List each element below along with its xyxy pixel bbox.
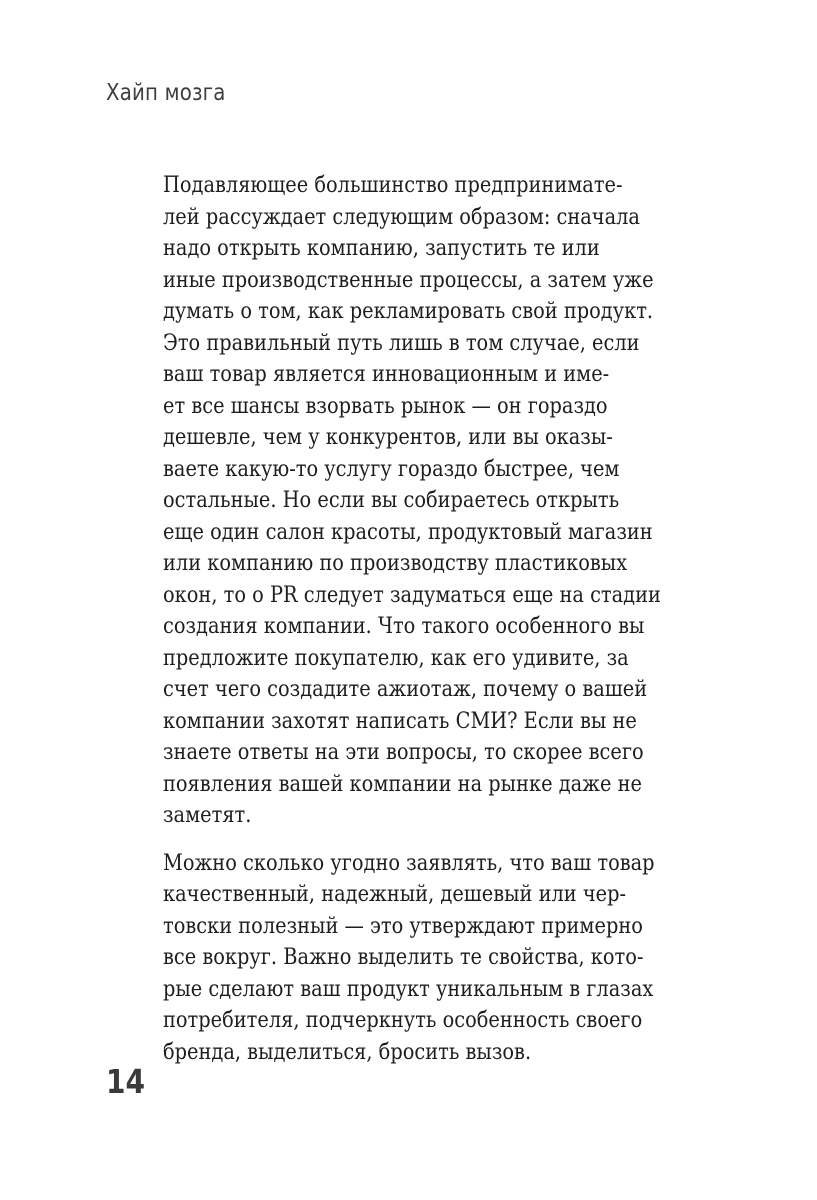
page-number: 14 — [106, 1062, 146, 1101]
text-line: остальные. Но если вы собираетесь открыть — [163, 488, 620, 513]
text-line: Это правильный путь лишь в том случае, если — [163, 330, 640, 356]
text-line: создания компании. Что такого особенного вы — [163, 614, 645, 639]
paragraph-2 — [163, 848, 683, 1069]
running-head: Хайп мозга — [106, 80, 226, 106]
body-text — [163, 170, 683, 1068]
text-line: дешевле, чем у конкурентов, или вы оказы- — [163, 425, 613, 450]
paragraph-1 — [163, 170, 683, 832]
text-line: надо открыть компанию, запустить те или — [163, 236, 600, 261]
text-line: иные производственные процессы, а затем уже — [163, 267, 654, 293]
text-line: Можно сколько угодно заявлять, что ваш товар — [163, 850, 655, 876]
text-line: качественный, надежный, дешевый или чер- — [163, 882, 627, 907]
text-line: думать о том, как рекламировать свой продукт. — [163, 299, 654, 324]
text-line: бренда, выделиться, бросить вызов. — [163, 1039, 532, 1065]
text-line: заметят. — [163, 803, 252, 828]
text-line: все вокруг. Важно выделить те свойства, кото- — [163, 945, 644, 970]
text-line: ваш товар является инновационным и име- — [163, 362, 610, 387]
text-line: знаете ответы на эти вопросы, то скорее всего — [163, 740, 644, 765]
text-line: появления вашей компании на рынке даже не — [163, 771, 642, 797]
text-line: компании захотят написать СМИ? Если вы не — [163, 708, 637, 734]
text-line: еще один салон красоты, продуктовый магазин — [163, 519, 653, 545]
text-line: лей рассуждает следующим образом: сначала — [163, 204, 640, 230]
text-line: счет чего создадите ажиотаж, почему о вашей — [163, 677, 648, 702]
text-line: товски полезный — это утверждают примерно — [163, 913, 643, 939]
text-line: предложите покупателю, как его удивите, за — [163, 645, 629, 671]
text-line: или компанию по производству пластиковых — [163, 551, 628, 576]
text-line: потребителя, подчеркнуть особенность своего — [163, 1008, 643, 1033]
text-line: ваете какую-то услугу гораздо быстрее, чем — [163, 456, 620, 482]
text-line: рые сделают ваш продукт уникальным в глазах — [163, 976, 654, 1002]
text-line: Подавляющее большинство предпринимате- — [163, 173, 623, 198]
text-line: окон, то о PR следует задуматься еще на стадии — [163, 582, 661, 608]
text-line: ет все шансы взорвать рынок — он гораздо — [163, 393, 608, 419]
